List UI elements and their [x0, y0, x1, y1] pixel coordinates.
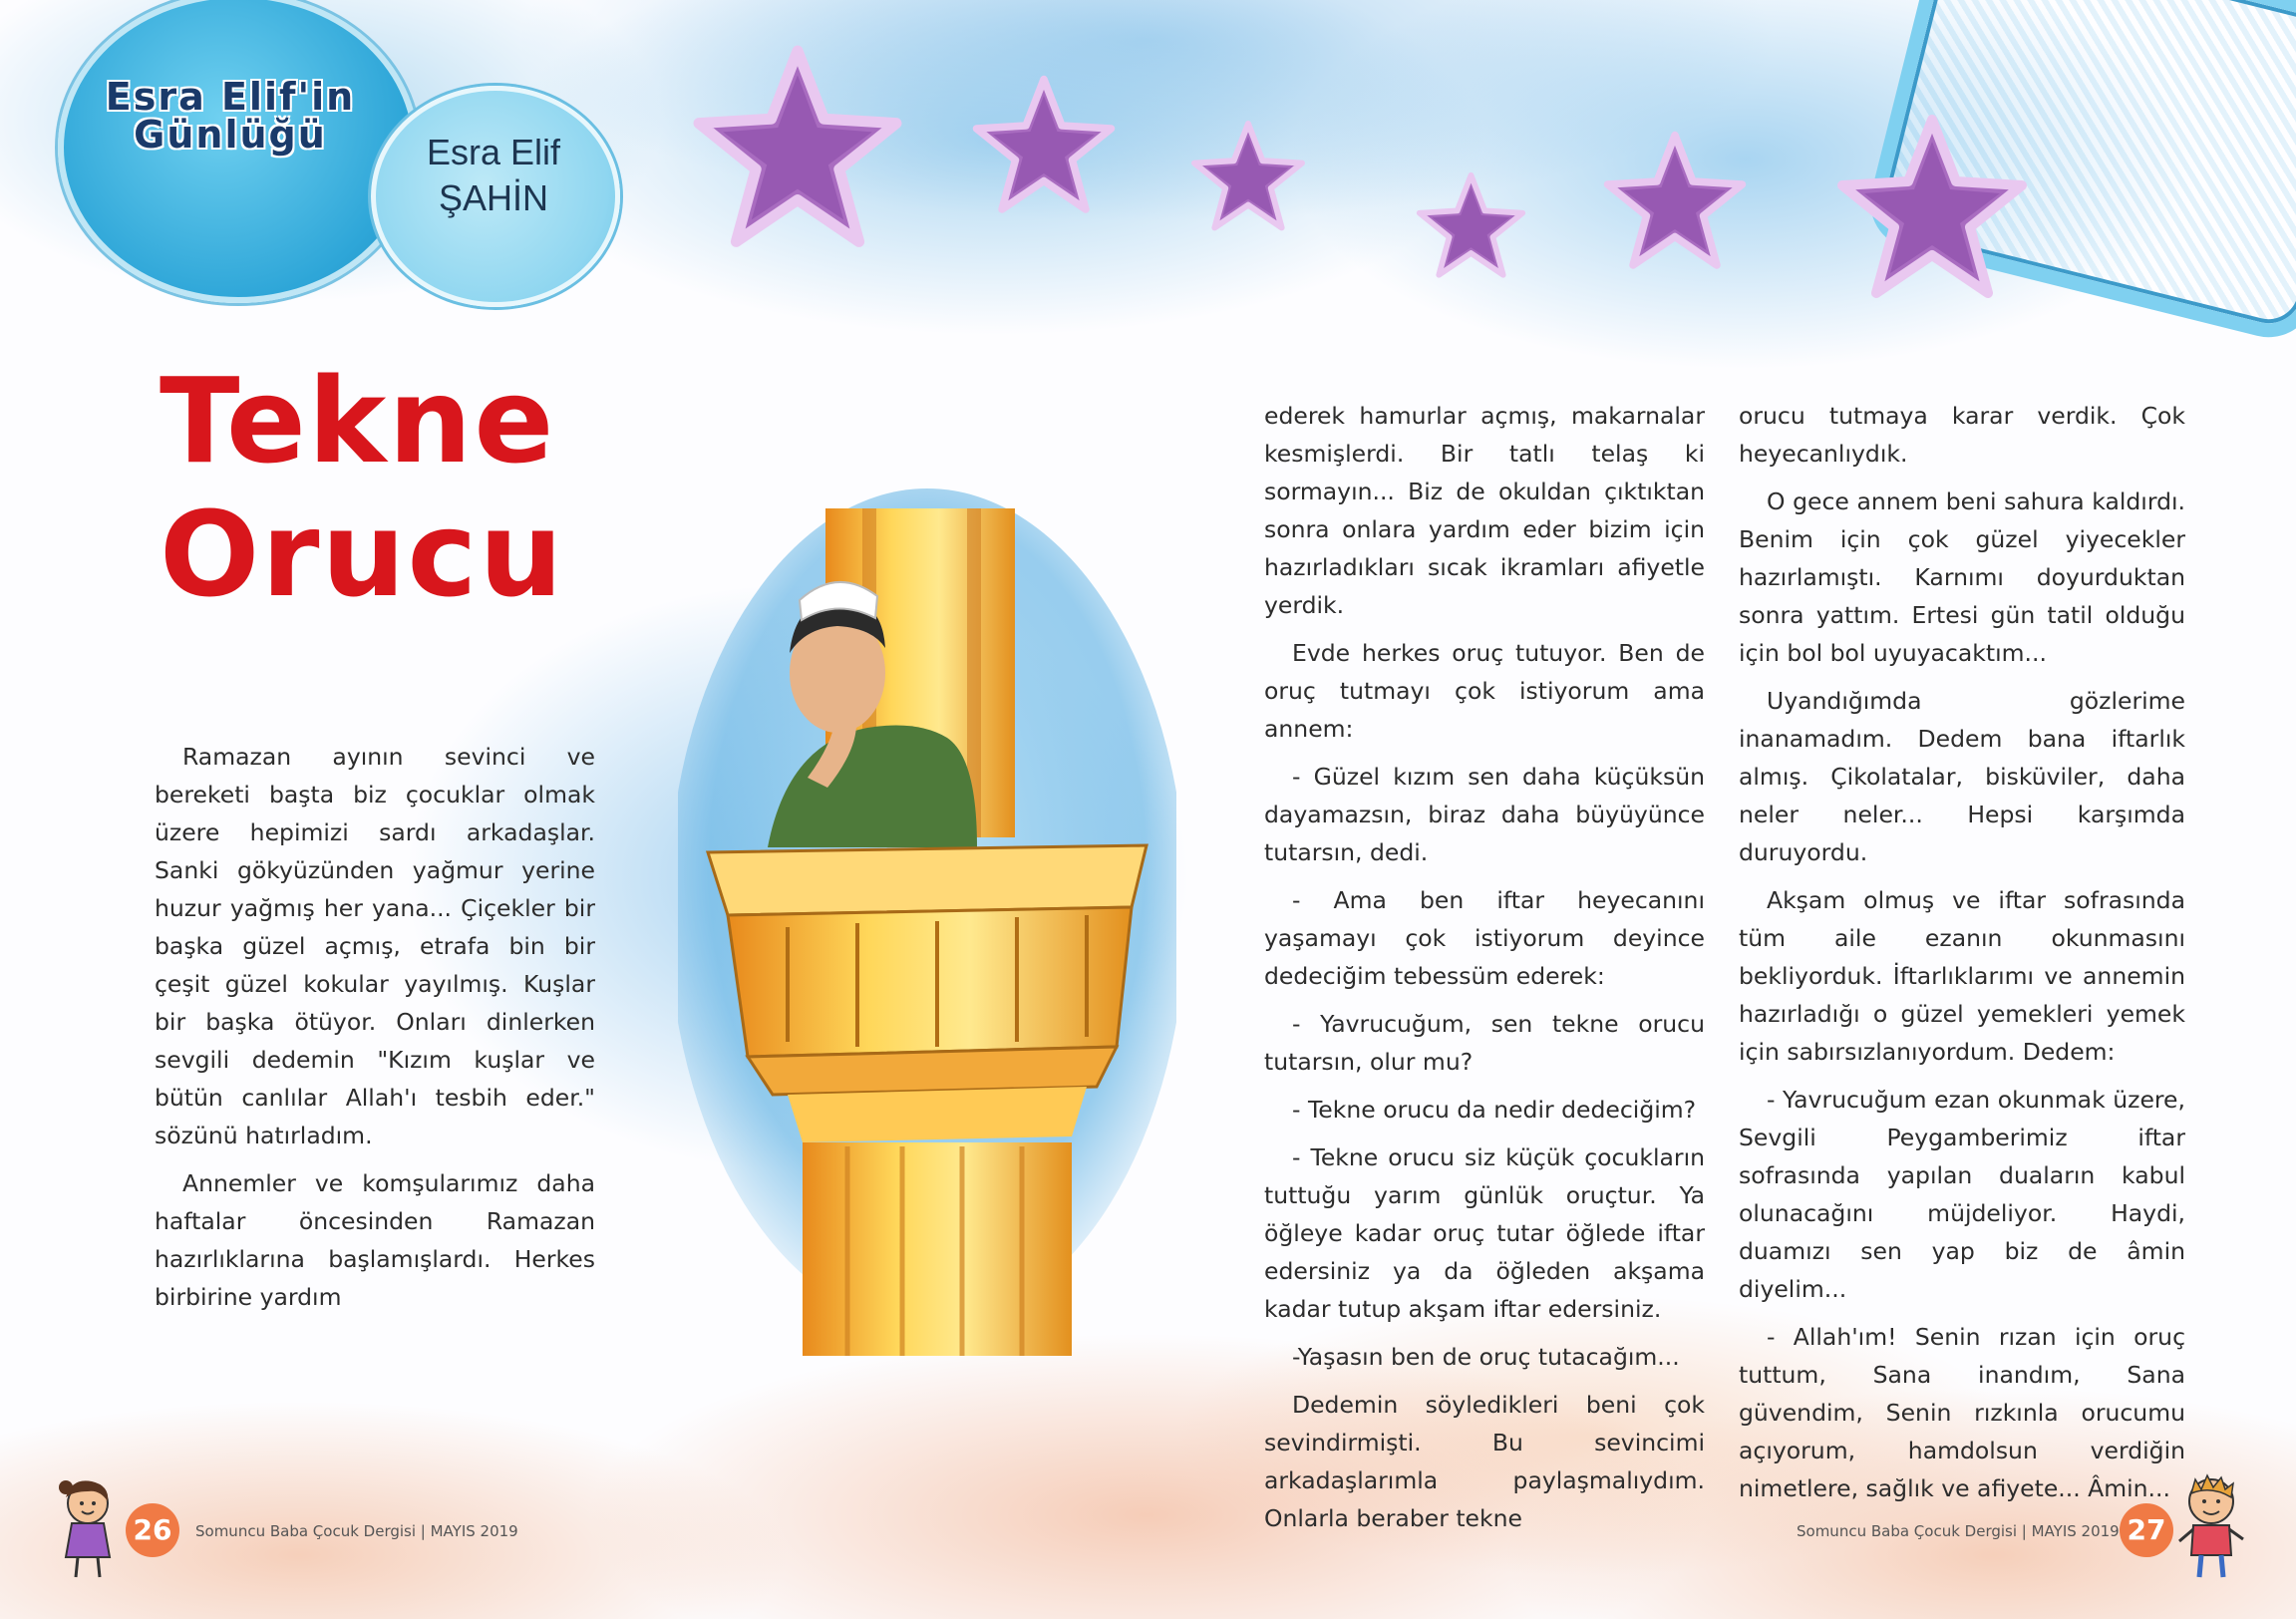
girl-mascot-icon — [52, 1473, 122, 1583]
footer-text-right: Somuncu Baba Çocuk Dergisi | MAYIS 2019 — [1797, 1522, 2120, 1540]
text-column-3 — [1739, 397, 2185, 1517]
paragraph: - Tekne orucu da nedir dedeciğim? — [1292, 1096, 1697, 1124]
article-title-line1: Tekne — [160, 352, 556, 489]
text-column-2 — [1264, 397, 1705, 1547]
star-icon — [1188, 118, 1308, 237]
author-first-name: Esra Elif — [426, 132, 561, 172]
star-icon — [969, 72, 1119, 221]
paragraph: - Güzel kızım sen daha küçüksün dayamazsın, biraz daha büyüyünce tutarsın, dedi. — [1264, 763, 1705, 866]
paragraph: Dedemin söyledikleri beni çok sevindirmişti. Bu sevincimi arkadaşlarımla paylaşmalıydım. Onlarla beraber tekne — [1264, 1391, 1705, 1532]
footer-text-left: Somuncu Baba Çocuk Dergisi | MAYIS 2019 — [195, 1522, 518, 1540]
paragraph: - Yavrucuğum ezan okunmak üzere, Sevgili Peygamberimiz iftar sofrasında yapılan duaların kabul olunacağını müjdeliyor. Haydi, duamızı sen yap biz de âmin diyelim... — [1739, 1086, 2185, 1303]
paragraph: Akşam olmuş ve iftar sofrasında tüm aile ezanın okunmasını bekliyorduk. İftarlıklarımı ve annemin hazırladığı o güzel yemekleri yemek için sabırsızlanıyordum. Dedem: — [1739, 886, 2185, 1066]
star-icon — [1414, 169, 1528, 284]
page-number-right: 27 — [2120, 1503, 2173, 1557]
paragraph: - Tekne orucu siz küçük çocukların tuttuğu yarım günlük oruçtur. Ya öğleye kadar oruç tutar öğlede iftar edersiniz ya da öğleden akşama kadar tutup akşam iftar edersiniz. — [1264, 1143, 1705, 1323]
paragraph: -Yaşasın ben de oruç tutacağım... — [1292, 1343, 1680, 1371]
page-number-left: 26 — [126, 1503, 179, 1557]
paragraph: - Ama ben iftar heyecanını yaşamayı çok istiyorum deyince dedeciğim tebessüm ederek: — [1264, 886, 1705, 990]
author-last-name: ŞAHİN — [438, 177, 549, 218]
paragraph: Evde herkes oruç tutuyor. Ben de oruç tutmayı çok istiyorum ama annem: — [1264, 639, 1705, 743]
text-column-1 — [155, 738, 595, 1326]
paragraph: Uyandığımda gözlerime inanamadım. Dedem bana iftarlık almış. Çikolatalar, bisküviler, daha neler neler... Hepsi karşımda duruyordu. — [1739, 687, 2185, 866]
paragraph: - Yavrucuğum, sen tekne orucu tutarsın, olur mu? — [1264, 1010, 1705, 1076]
star-icon — [1832, 110, 2032, 309]
series-title: Esra Elif'in Günlüğü — [105, 75, 356, 157]
muezzin-minaret-illustration — [678, 488, 1176, 1356]
boy-mascot-icon — [2171, 1471, 2251, 1583]
paragraph: ederek hamurlar açmış, makarnalar kesmişlerdi. Bir tatlı telaş ki sormayın... Biz de okuldan çıktıktan sonra onlara yardım eder bizim için hazırladıkları sıcak ikramları afiyetle yerdik. — [1264, 402, 1705, 619]
article-title-line2: Orucu — [160, 486, 565, 623]
star-icon — [688, 40, 907, 259]
paragraph: - Allah'ım! Senin rızan için oruç tuttum, Sana inandım, Sana güvendim, Senin rızkınla orucumu açıyorum, hamdolsun verdiğin nimetlere, sağlık ve afiyete... Âmin... — [1739, 1323, 2185, 1502]
star-icon — [1600, 128, 1750, 277]
paragraph: O gece annem beni sahura kaldırdı. Benim için çok güzel yiyecekler hazırlamıştı. Karnımı doyurduktan sonra yattım. Ertesi gün tatil olduğu için bol bol uyuyacaktım... — [1739, 487, 2185, 667]
paragraph: orucu tutmaya karar verdik. Çok heyecanlıydık. — [1739, 402, 2185, 468]
paragraph: Ramazan ayının sevinci ve bereketi başta biz çocuklar olmak üzere hepimizi sardı arkadaşlar. Sanki gökyüzünden yağmur yerine huzur yağmış her yana... Çiçekler bir başka güzel açmış, etrafa bin bir çeşit güzel kokular yayılmış. Kuşlar bir başka ötüyor. Onları dinlerken sevgili dedemin "Kızım kuşlar ve bütün canlılar Allah'ı tesbih eder." sözünü hatırladım. — [155, 743, 595, 1149]
paragraph: Annemler ve komşularımız daha haftalar öncesinden Ramazan hazırlıklarına başlamışlardı. Herkes birbirine yardım — [155, 1169, 595, 1311]
